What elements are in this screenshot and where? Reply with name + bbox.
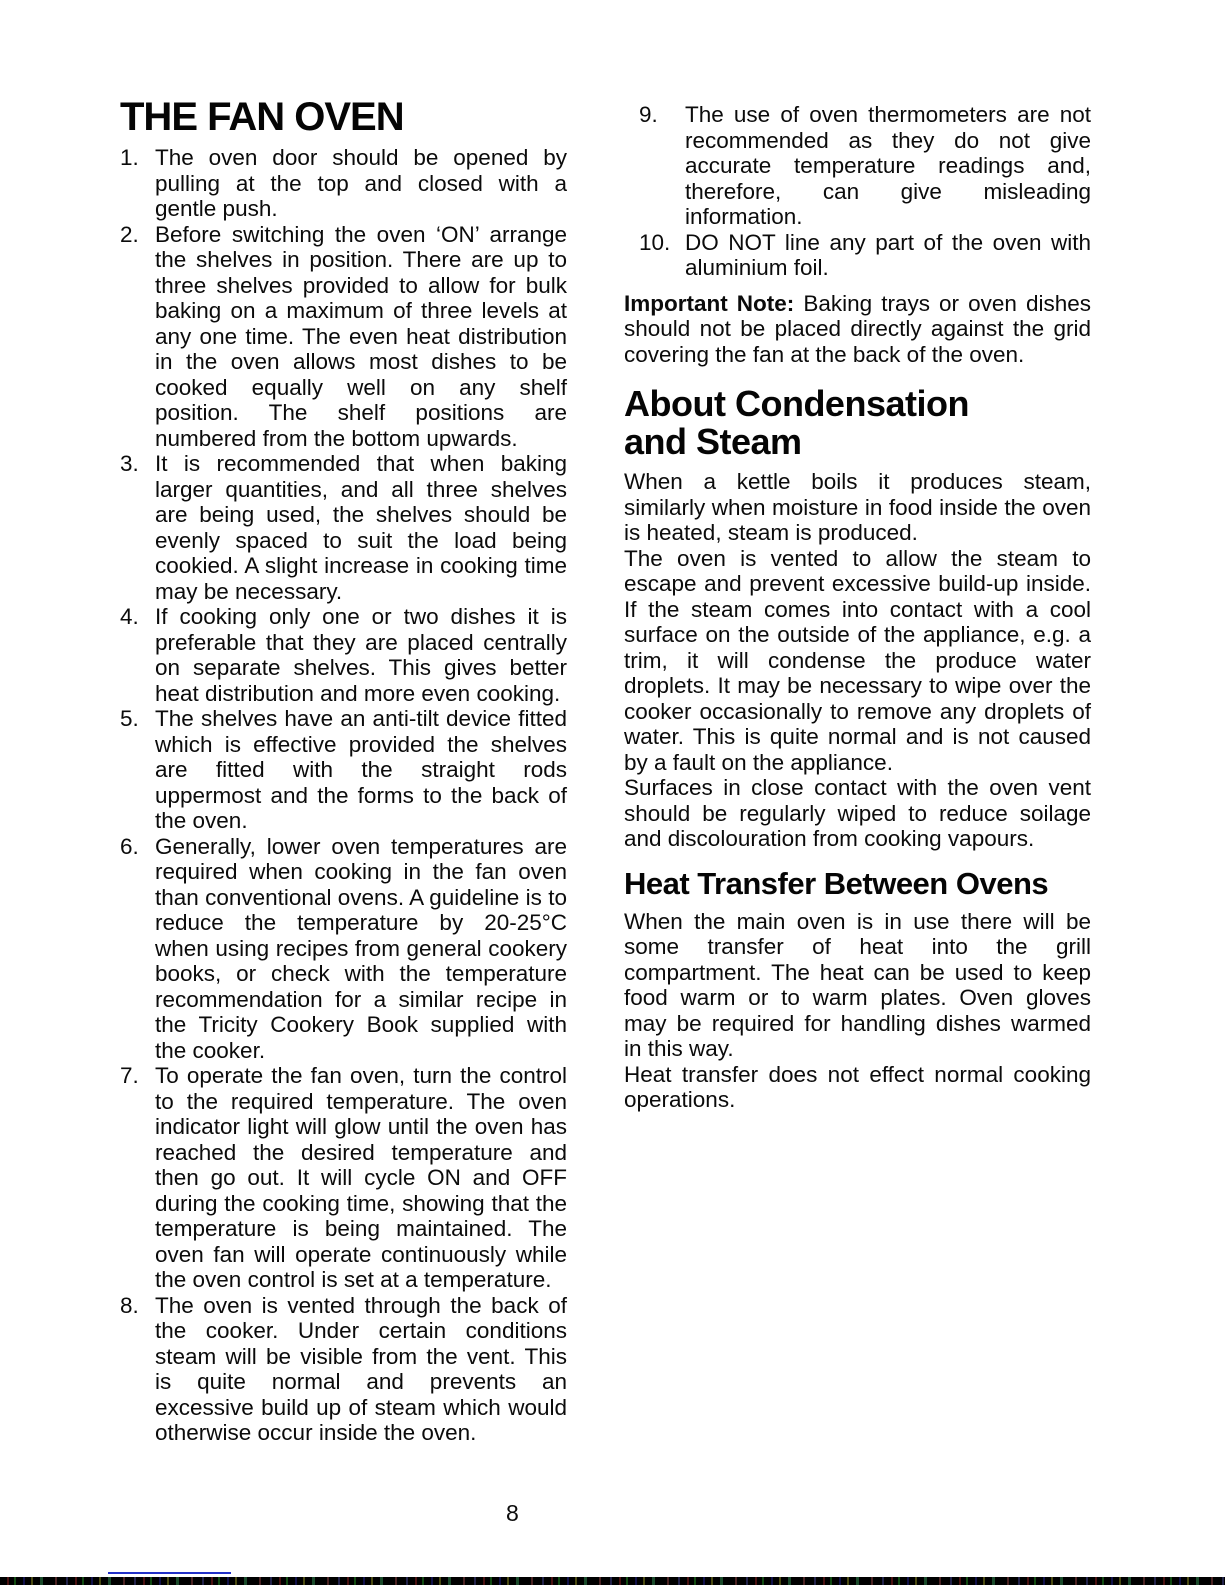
- fan-oven-instructions-list-continued: [624, 102, 1091, 281]
- section-title-line2: and Steam: [624, 421, 802, 462]
- scan-artifact-blue-line: [108, 1572, 231, 1574]
- paragraph-heat-transfer-1: When the main oven is in use there will be some transfer of heat into the grill compartment. The heat can be used to keep food warm or to warm plates. Oven gloves may be required for handling dishes warmed in this way.: [624, 908, 1091, 1061]
- list-item-text: DO NOT line any part of the oven with aluminium foil.: [685, 229, 1091, 280]
- list-item-text: Before switching the oven ‘ON’ arrange the shelves in position. There are up to three shelves provided to allow for bulk baking on a maximum of three levels at any one time. The even heat distribution in the oven allows most dishes to be cooked equally well on any shelf position. The shelf positions are numbered from the bottom upwards.: [155, 221, 567, 451]
- list-item: [624, 102, 1091, 230]
- important-note: [624, 291, 1091, 368]
- page-number: 8: [506, 1500, 519, 1526]
- paragraph-condensation-2: The oven is vented to allow the steam to escape and prevent excessive build-up inside. If the steam comes into contact with a cool surface on the outside of the appliance, e.g. a trim, it will condense the produce water droplets. It may be necessary to wipe over the cooker occasionally to remove any droplets of water. This is quite normal and is not caused by a fault on the appliance.: [624, 545, 1091, 775]
- list-item-number: 1.: [120, 145, 139, 170]
- scan-artifact-noise-strip: [0, 1577, 1225, 1585]
- list-item-text: The shelves have an anti-tilt device fitted which is effective provided the shelves are fitted with the straight rods uppermost and the forms to the back of the oven.: [155, 706, 567, 833]
- list-item-number: 2.: [120, 221, 139, 247]
- list-item-number: 6.: [120, 833, 139, 859]
- list-item-number: 5.: [120, 706, 139, 731]
- section-title-line1: About Condensation: [624, 383, 969, 424]
- list-item-number: 3.: [120, 451, 139, 476]
- important-note-label: Important Note:: [624, 290, 795, 316]
- section-title-condensation: [624, 385, 1091, 461]
- list-item: [120, 834, 567, 1064]
- paragraph-condensation-3: Surfaces in close contact with the oven vent should be regularly wiped to reduce soilage and discolouration from cooking vapours.: [624, 775, 1091, 851]
- important-note-text: Baking trays or oven dishes should not be placed directly against the grid covering the fan at the back of the oven.: [624, 290, 1091, 367]
- list-item: [120, 706, 567, 834]
- paragraph-condensation-1: When a kettle boils it produces steam, similarly when moisture in food inside the oven is heated, steam is produced.: [624, 469, 1091, 545]
- list-item: [120, 604, 567, 706]
- left-column: [120, 95, 567, 1446]
- list-item-text: To operate the fan oven, turn the control to the required temperature. The oven indicator light will glow until the oven has reached the desired temperature and then go out. It will cycle ON and OFF during the cooking time, showing that the temperature is being maintained. The oven fan will operate continuously while the oven control is set at a temperature.: [155, 1063, 567, 1292]
- list-item-text: The oven is vented through the back of the cooker. Under certain conditions steam will be visible from the vent. This is quite normal and prevents an excessive build up of steam which would otherwise occur inside the oven.: [155, 1292, 567, 1445]
- list-item-text: The use of oven thermometers are not recommended as they do not give accurate temperature readings and, therefore, can give misleading information.: [685, 102, 1091, 229]
- right-column: [624, 102, 1091, 1113]
- page-title: THE FAN OVEN: [120, 95, 404, 139]
- section-title-heat-transfer: Heat Transfer Between Ovens: [624, 865, 1049, 901]
- list-item-text: Generally, lower oven temperatures are required when cooking in the fan oven than conventional ovens. A guideline is to reduce the temperature by 20-25°C when using recipes from general cookery books, or check with the temperature recommendation for a similar recipe in the Tricity Cookery Book supplied with the cooker.: [155, 833, 567, 1063]
- list-item-text: It is recommended that when baking larger quantities, and all three shelves are being used, the shelves should be evenly spaced to suit the load being cookied. A slight increase in cooking time may be necessary.: [155, 451, 567, 604]
- list-item-text: If cooking only one or two dishes it is preferable that they are placed centrally on separate shelves. This gives better heat distribution and more even cooking.: [155, 604, 567, 706]
- list-item: [120, 1293, 567, 1446]
- list-item: [120, 1063, 567, 1293]
- paragraph-heat-transfer-2: Heat transfer does not effect normal cooking operations.: [624, 1061, 1091, 1112]
- fan-oven-instructions-list: [120, 145, 567, 1446]
- list-item: [120, 451, 567, 604]
- list-item-text: The oven door should be opened by pulling at the top and closed with a gentle push.: [155, 145, 567, 221]
- list-item: [624, 230, 1091, 281]
- list-item-number: 9.: [639, 102, 658, 127]
- list-item: [120, 222, 567, 452]
- list-item-number: 4.: [120, 604, 139, 629]
- list-item-number: 8.: [120, 1292, 139, 1318]
- list-item-number: 7.: [120, 1063, 139, 1088]
- list-item-number: 10.: [639, 229, 671, 255]
- list-item: [120, 145, 567, 222]
